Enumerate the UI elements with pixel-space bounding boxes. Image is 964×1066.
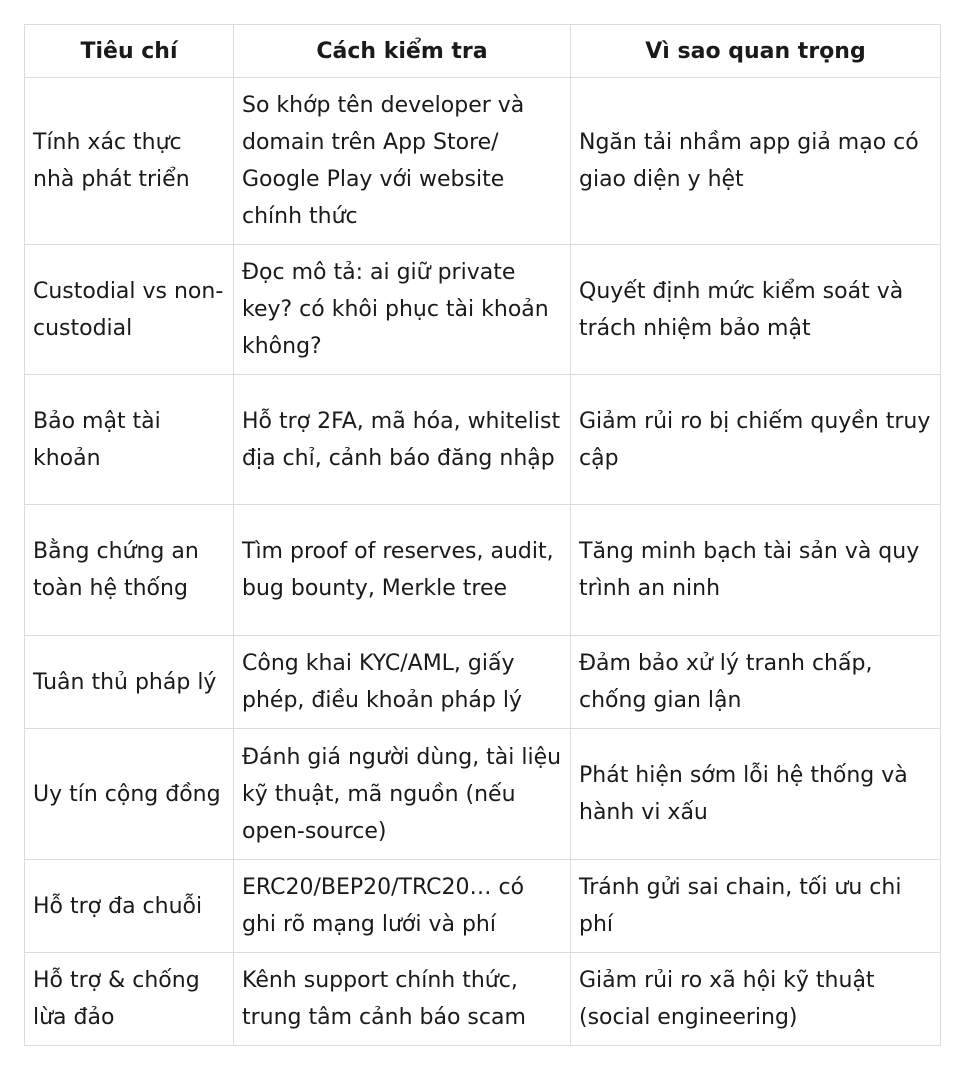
- why-important-cell: Ngăn tải nhầm app giả mạo có giao diện y hệt: [571, 78, 941, 245]
- why-important-cell: Giảm rủi ro xã hội kỹ thuật (social engineering): [571, 953, 941, 1046]
- how-to-check-cell: Hỗ trợ 2FA, mã hóa, whitelist địa chỉ, cảnh báo đăng nhập: [234, 375, 571, 505]
- why-important-cell: Quyết định mức kiểm soát và trách nhiệm bảo mật: [571, 245, 941, 375]
- why-important-cell: Tránh gửi sai chain, tối ưu chi phí: [571, 860, 941, 953]
- how-to-check-cell: Công khai KYC/AML, giấy phép, điều khoản pháp lý: [234, 636, 571, 729]
- criteria-cell: Tính xác thực nhà phát triển: [25, 78, 234, 245]
- why-important-cell: Tăng minh bạch tài sản và quy trình an ninh: [571, 505, 941, 636]
- why-important-cell: Phát hiện sớm lỗi hệ thống và hành vi xấu: [571, 729, 941, 860]
- criteria-cell: Hỗ trợ & chống lừa đảo: [25, 953, 234, 1046]
- criteria-cell: Tuân thủ pháp lý: [25, 636, 234, 729]
- table-header-row: [25, 25, 941, 78]
- criteria-cell: Bảo mật tài khoản: [25, 375, 234, 505]
- table-row: [25, 78, 941, 245]
- column-header-how-to-check: Cách kiểm tra: [234, 25, 571, 78]
- why-important-cell: Giảm rủi ro bị chiếm quyền truy cập: [571, 375, 941, 505]
- criteria-cell: Bằng chứng an toàn hệ thống: [25, 505, 234, 636]
- how-to-check-cell: Đánh giá người dùng, tài liệu kỹ thuật, mã nguồn (nếu open-source): [234, 729, 571, 860]
- table-row: [25, 375, 941, 505]
- criteria-table-container: [24, 24, 941, 1046]
- how-to-check-cell: ERC20/BEP20/TRC20… có ghi rõ mạng lưới và phí: [234, 860, 571, 953]
- how-to-check-cell: So khớp tên developer và domain trên App Store/ Google Play với website chính thức: [234, 78, 571, 245]
- criteria-cell: Hỗ trợ đa chuỗi: [25, 860, 234, 953]
- criteria-cell: Uy tín cộng đồng: [25, 729, 234, 860]
- how-to-check-cell: Đọc mô tả: ai giữ private key? có khôi phục tài khoản không?: [234, 245, 571, 375]
- column-header-criteria: Tiêu chí: [25, 25, 234, 78]
- table-row: [25, 245, 941, 375]
- table-row: [25, 860, 941, 953]
- why-important-cell: Đảm bảo xử lý tranh chấp, chống gian lận: [571, 636, 941, 729]
- criteria-cell: Custodial vs non-custodial: [25, 245, 234, 375]
- how-to-check-cell: Kênh support chính thức, trung tâm cảnh báo scam: [234, 953, 571, 1046]
- column-header-why-important: Vì sao quan trọng: [571, 25, 941, 78]
- criteria-table: [24, 24, 941, 1046]
- table-row: [25, 636, 941, 729]
- table-row: [25, 729, 941, 860]
- how-to-check-cell: Tìm proof of reserves, audit, bug bounty, Merkle tree: [234, 505, 571, 636]
- table-row: [25, 505, 941, 636]
- table-row: [25, 953, 941, 1046]
